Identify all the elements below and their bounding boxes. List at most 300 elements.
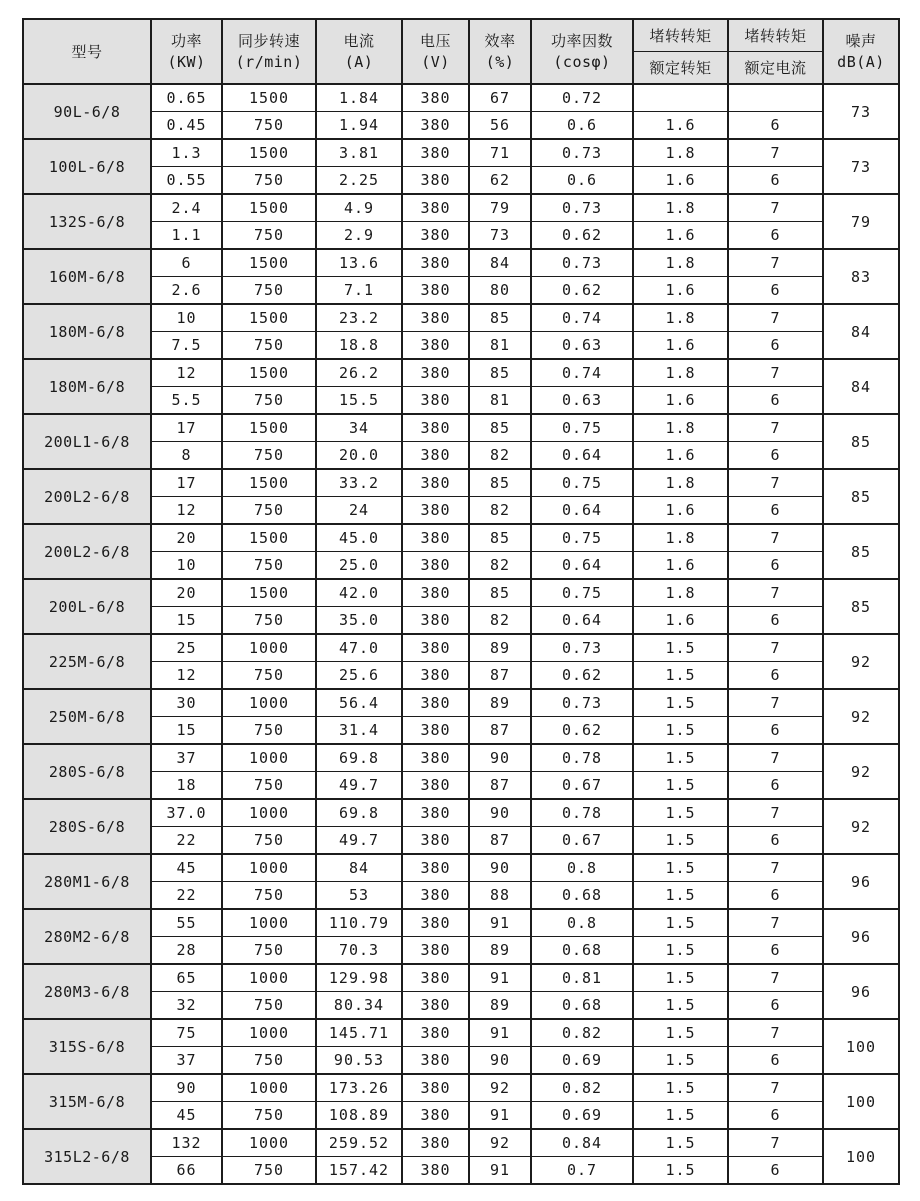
noise-cell: 100 — [823, 1129, 899, 1184]
cell-speed: 1000 — [222, 744, 316, 772]
cell-power-factor: 0.68 — [531, 992, 633, 1020]
header-speed-line1: 同步转速 — [237, 32, 300, 51]
cell-power-factor: 0.78 — [531, 799, 633, 827]
table-row — [23, 689, 899, 717]
table-row — [23, 992, 899, 1020]
cell-efficiency: 90 — [469, 854, 531, 882]
cell-current-ratio: 7 — [728, 634, 823, 662]
cell-current-ratio: 7 — [728, 194, 823, 222]
cell-efficiency: 85 — [469, 304, 531, 332]
cell-power: 37.0 — [151, 799, 222, 827]
model-cell: 225M-6/8 — [23, 634, 151, 689]
cell-power: 2.6 — [151, 277, 222, 305]
noise-cell: 85 — [823, 524, 899, 579]
cell-current-ratio: 7 — [728, 1129, 823, 1157]
cell-power-factor: 0.78 — [531, 744, 633, 772]
header-noise — [823, 19, 899, 84]
cell-current-ratio: 6 — [728, 387, 823, 415]
cell-power: 132 — [151, 1129, 222, 1157]
cell-voltage: 380 — [402, 909, 469, 937]
cell-voltage: 380 — [402, 772, 469, 800]
model-cell: 280M1-6/8 — [23, 854, 151, 909]
cell-power: 8 — [151, 442, 222, 470]
cell-current: 84 — [316, 854, 402, 882]
cell-speed: 750 — [222, 772, 316, 800]
cell-power: 5.5 — [151, 387, 222, 415]
cell-speed: 750 — [222, 1157, 316, 1185]
cell-speed: 1500 — [222, 304, 316, 332]
cell-power-factor: 0.63 — [531, 332, 633, 360]
cell-current: 18.8 — [316, 332, 402, 360]
cell-current-ratio: 6 — [728, 827, 823, 855]
cell-torque-ratio: 1.5 — [633, 717, 728, 745]
cell-voltage: 380 — [402, 249, 469, 277]
cell-speed: 1000 — [222, 1019, 316, 1047]
cell-voltage: 380 — [402, 992, 469, 1020]
cell-power: 75 — [151, 1019, 222, 1047]
cell-current: 56.4 — [316, 689, 402, 717]
cell-speed: 1000 — [222, 634, 316, 662]
cell-voltage: 380 — [402, 1157, 469, 1185]
cell-speed: 750 — [222, 387, 316, 415]
cell-voltage: 380 — [402, 964, 469, 992]
cell-torque-ratio: 1.8 — [633, 139, 728, 167]
cell-efficiency: 90 — [469, 1047, 531, 1075]
cell-torque-ratio: 1.5 — [633, 744, 728, 772]
cell-power: 55 — [151, 909, 222, 937]
cell-efficiency: 91 — [469, 1019, 531, 1047]
table-row — [23, 909, 899, 937]
cell-torque-ratio: 1.5 — [633, 1074, 728, 1102]
cell-speed: 1000 — [222, 964, 316, 992]
cell-speed: 1500 — [222, 249, 316, 277]
model-cell: 160M-6/8 — [23, 249, 151, 304]
cell-speed: 750 — [222, 1047, 316, 1075]
table-row — [23, 1157, 899, 1185]
cell-voltage: 380 — [402, 387, 469, 415]
cell-power-factor: 0.64 — [531, 442, 633, 470]
cell-current: 53 — [316, 882, 402, 910]
noise-cell: 84 — [823, 304, 899, 359]
cell-power-factor: 0.64 — [531, 497, 633, 525]
noise-cell: 92 — [823, 744, 899, 799]
cell-speed: 750 — [222, 882, 316, 910]
cell-speed: 1500 — [222, 359, 316, 387]
cell-voltage: 380 — [402, 497, 469, 525]
cell-efficiency: 71 — [469, 139, 531, 167]
header-model: 型号 — [23, 19, 151, 84]
cell-voltage: 380 — [402, 607, 469, 635]
cell-power-factor: 0.6 — [531, 112, 633, 140]
cell-current-ratio: 6 — [728, 992, 823, 1020]
cell-power-factor: 0.64 — [531, 552, 633, 580]
cell-torque-ratio: 1.6 — [633, 112, 728, 140]
header-power-factor — [531, 19, 633, 84]
header-noise-line2: dB(A) — [837, 52, 885, 71]
table-row — [23, 167, 899, 195]
cell-voltage: 380 — [402, 1129, 469, 1157]
cell-power: 20 — [151, 524, 222, 552]
table-row — [23, 249, 899, 277]
model-cell: 200L-6/8 — [23, 579, 151, 634]
cell-voltage: 380 — [402, 882, 469, 910]
table-row — [23, 964, 899, 992]
cell-efficiency: 85 — [469, 469, 531, 497]
cell-torque-ratio: 1.8 — [633, 359, 728, 387]
cell-power-factor: 0.62 — [531, 222, 633, 250]
cell-power: 6 — [151, 249, 222, 277]
cell-efficiency: 89 — [469, 992, 531, 1020]
cell-torque-ratio: 1.6 — [633, 552, 728, 580]
cell-torque-ratio: 1.5 — [633, 854, 728, 882]
cell-voltage: 380 — [402, 139, 469, 167]
cell-power: 20 — [151, 579, 222, 607]
cell-efficiency: 84 — [469, 249, 531, 277]
cell-voltage: 380 — [402, 1019, 469, 1047]
cell-current-ratio: 7 — [728, 909, 823, 937]
cell-current-ratio: 7 — [728, 304, 823, 332]
cell-power-factor: 0.62 — [531, 277, 633, 305]
header-efficiency-line1: 效率 — [484, 32, 516, 51]
cell-current-ratio: 6 — [728, 332, 823, 360]
model-cell: 250M-6/8 — [23, 689, 151, 744]
table-row — [23, 1102, 899, 1130]
cell-torque-ratio: 1.8 — [633, 579, 728, 607]
cell-torque-ratio: 1.8 — [633, 249, 728, 277]
cell-current-ratio: 7 — [728, 524, 823, 552]
header-current — [316, 19, 402, 84]
cell-torque-ratio: 1.6 — [633, 497, 728, 525]
cell-efficiency: 85 — [469, 579, 531, 607]
cell-efficiency: 87 — [469, 827, 531, 855]
cell-speed: 750 — [222, 277, 316, 305]
cell-current: 3.81 — [316, 139, 402, 167]
header-voltage — [402, 19, 469, 84]
model-cell: 315S-6/8 — [23, 1019, 151, 1074]
cell-power-factor: 0.74 — [531, 304, 633, 332]
table-header — [23, 19, 899, 84]
cell-current: 157.42 — [316, 1157, 402, 1185]
cell-torque-ratio: 1.5 — [633, 634, 728, 662]
header-noise-line1: 噪声 — [845, 32, 877, 51]
noise-cell: 92 — [823, 634, 899, 689]
noise-cell: 100 — [823, 1019, 899, 1074]
cell-efficiency: 82 — [469, 552, 531, 580]
cell-power: 17 — [151, 414, 222, 442]
cell-efficiency: 82 — [469, 497, 531, 525]
cell-power-factor: 0.69 — [531, 1047, 633, 1075]
cell-power: 65 — [151, 964, 222, 992]
cell-voltage: 380 — [402, 524, 469, 552]
cell-speed: 1500 — [222, 469, 316, 497]
cell-speed: 1000 — [222, 799, 316, 827]
cell-speed: 1000 — [222, 854, 316, 882]
table-row — [23, 1047, 899, 1075]
cell-efficiency: 89 — [469, 634, 531, 662]
cell-speed: 750 — [222, 992, 316, 1020]
cell-power-factor: 0.68 — [531, 937, 633, 965]
cell-speed: 1500 — [222, 194, 316, 222]
cell-current-ratio: 7 — [728, 689, 823, 717]
cell-efficiency: 89 — [469, 937, 531, 965]
table-row — [23, 827, 899, 855]
cell-current: 25.0 — [316, 552, 402, 580]
header-current-ratio-denominator: 额定电流 — [728, 51, 823, 84]
cell-current: 13.6 — [316, 249, 402, 277]
model-cell: 280M2-6/8 — [23, 909, 151, 964]
cell-power-factor: 0.73 — [531, 634, 633, 662]
cell-voltage: 380 — [402, 222, 469, 250]
cell-voltage: 380 — [402, 799, 469, 827]
table-row — [23, 277, 899, 305]
cell-current-ratio: 7 — [728, 359, 823, 387]
table-row — [23, 1074, 899, 1102]
cell-power: 22 — [151, 827, 222, 855]
cell-voltage: 380 — [402, 662, 469, 690]
cell-current: 25.6 — [316, 662, 402, 690]
cell-power-factor: 0.82 — [531, 1019, 633, 1047]
cell-power: 37 — [151, 744, 222, 772]
cell-power: 15 — [151, 717, 222, 745]
cell-current-ratio: 6 — [728, 112, 823, 140]
cell-power-factor: 0.62 — [531, 662, 633, 690]
model-cell: 90L-6/8 — [23, 84, 151, 139]
cell-power-factor: 0.73 — [531, 139, 633, 167]
cell-current-ratio: 7 — [728, 964, 823, 992]
noise-cell: 85 — [823, 579, 899, 634]
cell-current: 15.5 — [316, 387, 402, 415]
cell-current-ratio: 7 — [728, 1019, 823, 1047]
table-row — [23, 497, 899, 525]
table-row — [23, 414, 899, 442]
cell-power: 90 — [151, 1074, 222, 1102]
cell-voltage: 380 — [402, 744, 469, 772]
table-row — [23, 469, 899, 497]
header-voltage-line1: 电压 — [419, 32, 451, 51]
cell-current-ratio: 7 — [728, 414, 823, 442]
cell-voltage: 380 — [402, 167, 469, 195]
cell-current-ratio: 7 — [728, 799, 823, 827]
cell-voltage: 380 — [402, 414, 469, 442]
cell-current-ratio: 6 — [728, 607, 823, 635]
cell-current: 69.8 — [316, 744, 402, 772]
cell-speed: 1500 — [222, 84, 316, 112]
cell-power: 12 — [151, 497, 222, 525]
cell-power-factor: 0.8 — [531, 854, 633, 882]
cell-power-factor: 0.8 — [531, 909, 633, 937]
cell-torque-ratio: 1.5 — [633, 799, 728, 827]
cell-voltage: 380 — [402, 304, 469, 332]
cell-voltage: 380 — [402, 717, 469, 745]
noise-cell: 96 — [823, 854, 899, 909]
cell-efficiency: 79 — [469, 194, 531, 222]
cell-current: 2.25 — [316, 167, 402, 195]
cell-current: 80.34 — [316, 992, 402, 1020]
cell-speed: 750 — [222, 167, 316, 195]
table-row — [23, 139, 899, 167]
cell-current-ratio: 6 — [728, 772, 823, 800]
cell-torque-ratio: 1.5 — [633, 1019, 728, 1047]
cell-voltage: 380 — [402, 1102, 469, 1130]
cell-current-ratio: 6 — [728, 1047, 823, 1075]
cell-power-factor: 0.82 — [531, 1074, 633, 1102]
header-power-factor-line2: (cosφ) — [553, 52, 611, 71]
cell-current: 31.4 — [316, 717, 402, 745]
cell-power-factor: 0.75 — [531, 579, 633, 607]
cell-power-factor: 0.72 — [531, 84, 633, 112]
cell-power: 25 — [151, 634, 222, 662]
cell-voltage: 380 — [402, 84, 469, 112]
cell-power: 37 — [151, 1047, 222, 1075]
cell-power-factor: 0.81 — [531, 964, 633, 992]
cell-speed: 750 — [222, 442, 316, 470]
table-row — [23, 332, 899, 360]
cell-speed: 1000 — [222, 1129, 316, 1157]
cell-efficiency: 85 — [469, 524, 531, 552]
cell-voltage: 380 — [402, 194, 469, 222]
cell-efficiency: 81 — [469, 332, 531, 360]
noise-cell: 96 — [823, 909, 899, 964]
cell-voltage: 380 — [402, 689, 469, 717]
cell-power: 0.55 — [151, 167, 222, 195]
cell-speed: 750 — [222, 607, 316, 635]
header-power-line2: (KW) — [167, 52, 206, 71]
model-cell: 100L-6/8 — [23, 139, 151, 194]
cell-voltage: 380 — [402, 579, 469, 607]
table-row — [23, 882, 899, 910]
cell-current-ratio: 7 — [728, 579, 823, 607]
cell-torque-ratio: 1.8 — [633, 524, 728, 552]
noise-cell: 73 — [823, 139, 899, 194]
cell-power: 0.65 — [151, 84, 222, 112]
cell-current-ratio: 6 — [728, 717, 823, 745]
cell-power-factor: 0.75 — [531, 414, 633, 442]
cell-efficiency: 91 — [469, 964, 531, 992]
cell-current-ratio: 6 — [728, 662, 823, 690]
header-speed — [222, 19, 316, 84]
cell-power: 18 — [151, 772, 222, 800]
table-row — [23, 84, 899, 112]
cell-current: 49.7 — [316, 772, 402, 800]
cell-torque-ratio: 1.8 — [633, 414, 728, 442]
cell-speed: 750 — [222, 827, 316, 855]
cell-power: 7.5 — [151, 332, 222, 360]
cell-power: 1.1 — [151, 222, 222, 250]
table-row — [23, 1019, 899, 1047]
cell-voltage: 380 — [402, 634, 469, 662]
cell-torque-ratio: 1.5 — [633, 964, 728, 992]
cell-current: 90.53 — [316, 1047, 402, 1075]
cell-current: 1.94 — [316, 112, 402, 140]
cell-current: 110.79 — [316, 909, 402, 937]
model-cell: 315L2-6/8 — [23, 1129, 151, 1184]
cell-efficiency: 92 — [469, 1074, 531, 1102]
model-cell: 200L2-6/8 — [23, 524, 151, 579]
cell-efficiency: 91 — [469, 1157, 531, 1185]
cell-torque-ratio: 1.5 — [633, 882, 728, 910]
cell-power: 1.3 — [151, 139, 222, 167]
cell-power-factor: 0.84 — [531, 1129, 633, 1157]
cell-power-factor: 0.74 — [531, 359, 633, 387]
cell-power: 66 — [151, 1157, 222, 1185]
cell-voltage: 380 — [402, 332, 469, 360]
header-power-factor-line1: 功率因数 — [550, 32, 613, 51]
cell-efficiency: 56 — [469, 112, 531, 140]
table-row — [23, 717, 899, 745]
cell-torque-ratio: 1.5 — [633, 689, 728, 717]
table-row — [23, 387, 899, 415]
cell-power: 45 — [151, 1102, 222, 1130]
cell-current-ratio: 7 — [728, 139, 823, 167]
cell-torque-ratio: 1.5 — [633, 1102, 728, 1130]
header-torque-ratio-denominator: 额定转矩 — [633, 51, 728, 84]
cell-speed: 750 — [222, 717, 316, 745]
cell-speed: 1000 — [222, 1074, 316, 1102]
cell-torque-ratio: 1.6 — [633, 387, 728, 415]
table-row — [23, 744, 899, 772]
cell-efficiency: 88 — [469, 882, 531, 910]
cell-current: 129.98 — [316, 964, 402, 992]
cell-speed: 750 — [222, 497, 316, 525]
cell-voltage: 380 — [402, 469, 469, 497]
cell-current-ratio: 6 — [728, 497, 823, 525]
cell-torque-ratio: 1.5 — [633, 1157, 728, 1185]
cell-efficiency: 90 — [469, 744, 531, 772]
table-row — [23, 194, 899, 222]
cell-current: 1.84 — [316, 84, 402, 112]
cell-voltage: 380 — [402, 827, 469, 855]
cell-voltage: 380 — [402, 552, 469, 580]
cell-power: 30 — [151, 689, 222, 717]
table-row — [23, 1129, 899, 1157]
cell-efficiency: 80 — [469, 277, 531, 305]
cell-voltage: 380 — [402, 1074, 469, 1102]
cell-current-ratio: 6 — [728, 552, 823, 580]
model-cell: 315M-6/8 — [23, 1074, 151, 1129]
cell-torque-ratio: 1.5 — [633, 1129, 728, 1157]
cell-speed: 750 — [222, 112, 316, 140]
cell-current: 145.71 — [316, 1019, 402, 1047]
cell-current: 108.89 — [316, 1102, 402, 1130]
model-cell: 132S-6/8 — [23, 194, 151, 249]
cell-efficiency: 89 — [469, 689, 531, 717]
header-row-top — [23, 19, 899, 51]
model-cell: 280M3-6/8 — [23, 964, 151, 1019]
noise-cell: 100 — [823, 1074, 899, 1129]
cell-current-ratio: 7 — [728, 744, 823, 772]
cell-current: 35.0 — [316, 607, 402, 635]
cell-voltage: 380 — [402, 359, 469, 387]
cell-current: 42.0 — [316, 579, 402, 607]
noise-cell: 85 — [823, 469, 899, 524]
cell-speed: 1000 — [222, 909, 316, 937]
cell-torque-ratio: 1.6 — [633, 277, 728, 305]
cell-torque-ratio: 1.5 — [633, 662, 728, 690]
cell-current-ratio: 6 — [728, 882, 823, 910]
cell-power: 0.45 — [151, 112, 222, 140]
cell-efficiency: 85 — [469, 359, 531, 387]
table-row — [23, 772, 899, 800]
motor-spec-table — [22, 18, 900, 1185]
cell-power: 28 — [151, 937, 222, 965]
cell-efficiency: 81 — [469, 387, 531, 415]
header-voltage-line2: (V) — [421, 52, 450, 71]
header-speed-line2: (r/min) — [235, 52, 303, 71]
cell-voltage: 380 — [402, 442, 469, 470]
header-current-ratio-numerator: 堵转转矩 — [728, 19, 823, 51]
cell-power-factor: 0.75 — [531, 524, 633, 552]
table-row — [23, 662, 899, 690]
